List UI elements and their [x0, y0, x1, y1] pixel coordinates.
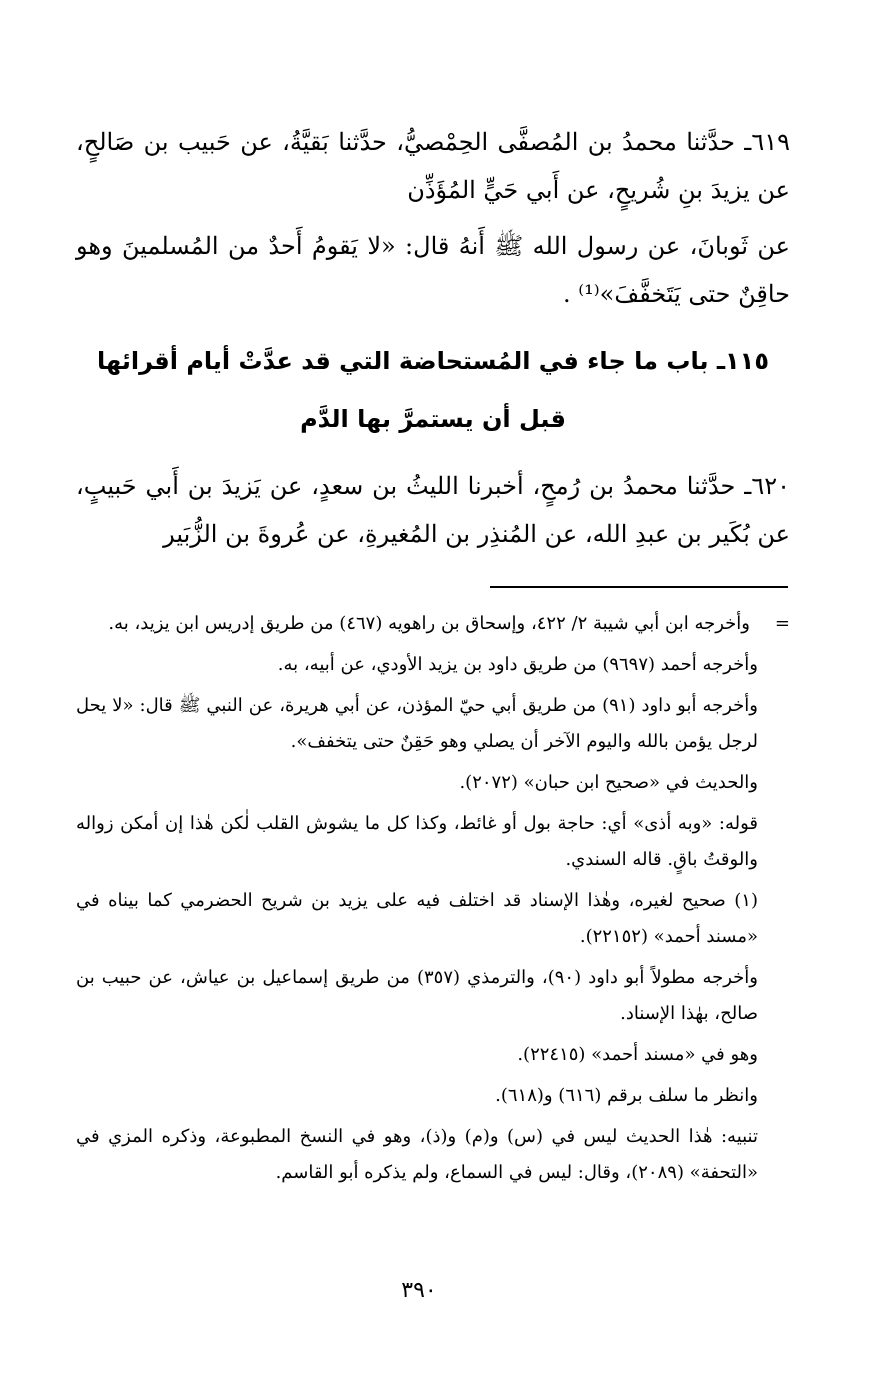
footnote-divider [490, 586, 788, 588]
footnote-item: وانظر ما سلف برقم (٦١٦) و(٦١٨). [495, 1085, 758, 1106]
main-text [76, 118, 790, 558]
footnote-item: وأخرجه مطولاً أبو داود (٩٠)، والترمذي (٣٥٧) من طريق إسماعيل بن عياش، عن حبيب بن صالح، بهٰذا الإسناد. [76, 967, 758, 1024]
continuation-mark: = [774, 613, 790, 634]
footnote-item: (١) صحيح لغيره، وهٰذا الإسناد قد اختلف فيه على يزيد بن شريح الحضرمي كما بيناه في «مسند أحمد» (٢٢١٥٢). [76, 890, 758, 947]
chapter-heading-line-1: ١١٥ـ باب ما جاء في المُستحاضة التي قد عدَّتْ أيام أقرائها [97, 347, 769, 375]
chapter-heading [76, 332, 790, 448]
hadith-620: ٦٢٠ـ حدَّثنا محمدُ بن رُمحٍ، أخبرنا الليثُ بن سعدٍ، عن يَزيدَ بن أَبي حَبيبٍ، عن بُكَير بن عبدِ الله، عن المُنذِر بن المُغيرةِ، عن عُروةَ بن الزُّبَير [76, 472, 790, 548]
chapter-heading-line-2: قبل أن يستمرَّ بها الدَّم [300, 405, 566, 433]
footnote-item: والحديث في «صحيح ابن حبان» (٢٠٧٢). [459, 772, 758, 793]
footnote-item: وأخرجه أبو داود (٩١) من طريق أبي حيّ المؤذن، عن أبي هريرة، عن النبي ﷺ قال: «لا يحل لرجل يؤمن بالله واليوم الآخر أن يصلي وهو حَقِنٌ حتى يتخفف». [76, 695, 758, 752]
footnote-text: وأخرجه ابن أبي شيبة ٢/ ٤٢٢، وإسحاق بن راهويه (٤٦٧) من طريق إدريس ابن يزيد، به. [108, 613, 750, 634]
footnote-item: وهو في «مسند أحمد» (٢٢٤١٥). [517, 1044, 758, 1065]
footnote-item: وأخرجه أحمد (٩٦٩٧) من طريق داود بن يزيد الأودي، عن أبيه، به. [277, 654, 758, 675]
hadith-619-isnad: ٦١٩ـ حدَّثنا محمدُ بن المُصفَّى الحِمْصيُّ، حدَّثنا بَقيَّةُ، عن حَبيب بن صَالحٍ، عن يزيدَ بنِ شُريحٍ، عن أَبي حَيٍّ المُؤَذِّن [76, 128, 790, 204]
page-number: ٣٩٠ [401, 1278, 437, 1303]
footnote-item: قوله: «وبه أذى» أي: حاجة بول أو غائط، وكذا كل ما يشوش القلب لٰكن هٰذا إن أمكن زواله والوقتُ باقٍ. قاله السندي. [76, 813, 758, 870]
footnote-item: تنبيه: هٰذا الحديث ليس في (س) و(م) و(ذ)، وهو في النسخ المطبوعة، وذكره المزي في «التحفة» (٢٠٨٩)، وقال: ليس في السماع، ولم يذكره أبو القاسم. [76, 1126, 758, 1183]
hadith-619-matn: عن ثَوبانَ، عن رسول الله ﷺ أَنهُ قال: «لا يَقومُ أَحدٌ من المُسلمينَ وهو حاقِنٌ حتى يَتَخفَّفَ»⁽¹⁾ . [76, 232, 790, 308]
footnotes [76, 606, 790, 1196]
footnote-item [76, 606, 790, 642]
